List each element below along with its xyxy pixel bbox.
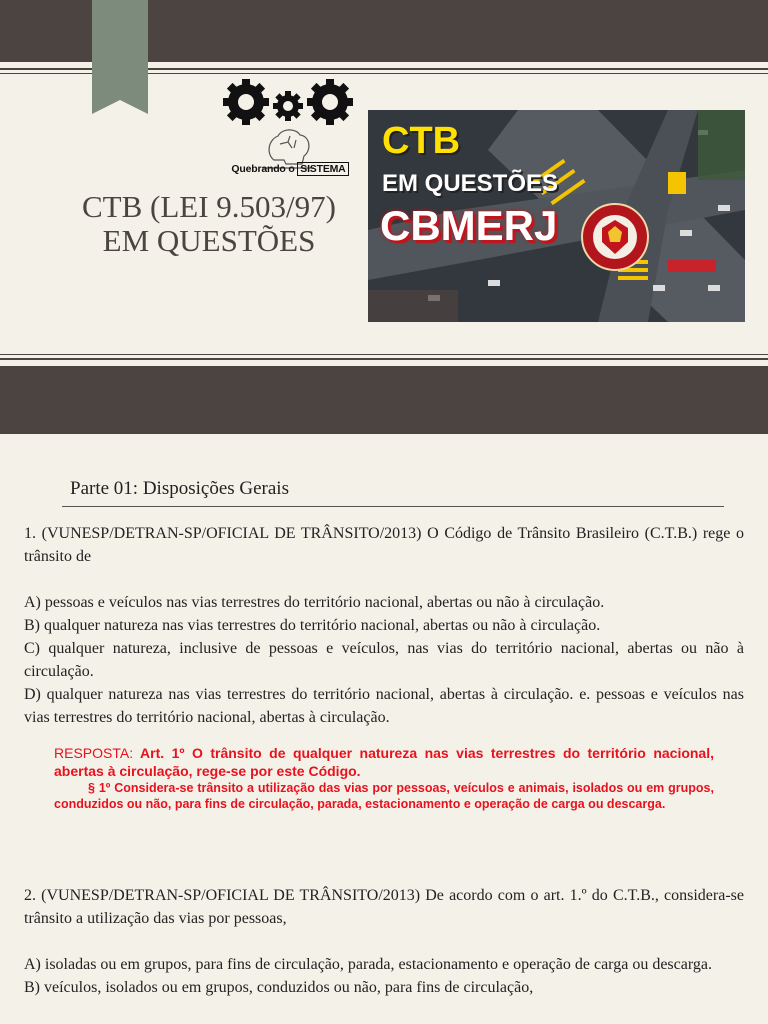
- question-1-option-b: B) qualquer natureza nas vias terrestres do território nacional, abertas ou não à circulação.: [24, 617, 601, 634]
- hero-em-questoes-text: EM QUESTÕES: [382, 170, 559, 197]
- question-2: [24, 884, 744, 999]
- slide-title-line1: CTB (LEI 9.503/97): [82, 189, 336, 224]
- logo-caption: [228, 163, 352, 175]
- footer-rule-1: [0, 354, 768, 355]
- question-1-option-c: C) qualquer natureza, inclusive de pessoas e veículos, nas vias do território nacional, abertas ou não à circulação.: [24, 640, 744, 680]
- section-title: Parte 01: Disposições Gerais: [70, 478, 289, 499]
- bookmark-ribbon: [92, 0, 148, 114]
- question-2-stem: 2. (VUNESP/DETRAN-SP/OFICIAL DE TRÂNSITO/2013) De acordo com o art. 1.º do C.T.B., considera-se trânsito a utilização das vias por pessoas,: [24, 887, 744, 927]
- logo-caption-a: Quebrando o: [231, 163, 298, 175]
- cbmerj-emblem: [580, 202, 650, 272]
- footer-band: [0, 366, 768, 434]
- question-1: [24, 522, 744, 729]
- question-1-option-a: A) pessoas e veículos nas vias terrestres do território nacional, abertas ou não à circulação.: [24, 594, 605, 611]
- slide-title-line2: EM QUESTÕES: [102, 223, 316, 258]
- logo-caption-b: SISTEMA: [297, 162, 348, 176]
- slide-title: [50, 190, 368, 258]
- question-1-stem: 1. (VUNESP/DETRAN-SP/OFICIAL DE TRÂNSITO/2013) O Código de Trânsito Brasileiro (C.T.B.) rege o trânsito de: [24, 525, 744, 565]
- question-2-option-a: A) isoladas ou em grupos, para fins de circulação, parada, estacionamento e operação de carga ou descarga.: [24, 956, 712, 973]
- question-1-option-d: D) qualquer natureza nas vias terrestres do território nacional, abertas à circulação. e. pessoas e veículos nas vias terrestres do território nacional, abertas à circulação.: [24, 686, 744, 726]
- answer-block: [54, 744, 714, 812]
- hero-ctb-text: CTB: [382, 120, 461, 162]
- answer-article: Art. 1º O trânsito de qualquer natureza nas vias terrestres do território nacional, abertas à circulação, rege-se por este Código.: [54, 745, 714, 779]
- footer-rule-2: [0, 358, 768, 360]
- answer-paragraph: § 1º Considera-se trânsito a utilização das vias por pessoas, veículos e animais, isolados ou em grupos, conduzidos ou não, para fins de circulação, parada, estacionamento e operação de carga ou descarga.: [54, 781, 714, 811]
- question-2-option-b: B) veículos, isolados ou em grupos, conduzidos ou não, para fins de circulação,: [24, 979, 534, 996]
- section-divider: [62, 506, 724, 507]
- hero-cbmerj-text: CBMERJ: [380, 202, 558, 249]
- hero-image: [368, 110, 745, 322]
- answer-label: RESPOSTA:: [54, 745, 134, 761]
